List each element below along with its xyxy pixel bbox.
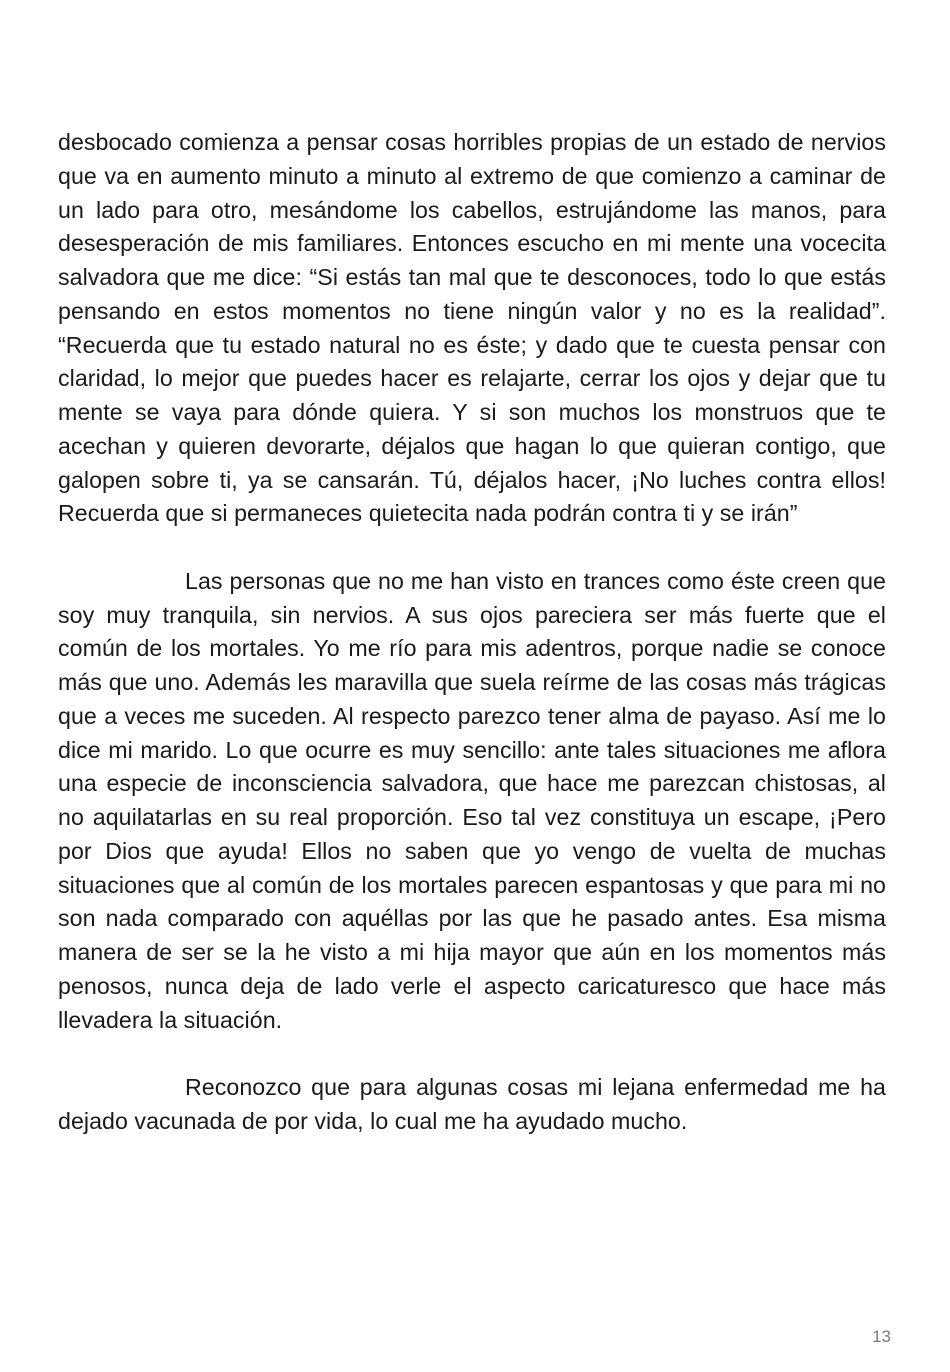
page-number: 13 bbox=[872, 1327, 891, 1346]
paragraph-3: Reconozco que para algunas cosas mi lejana enfermedad me ha dejado vacunada de por vida, lo cual me ha ayudado mucho. bbox=[58, 1074, 886, 1134]
paragraph-2: Las personas que no me han visto en trances como éste creen que soy muy tranquila, sin nervios. A sus ojos pareciera ser más fuerte que el común de los mortales. Yo me río para mis adentros, porque nadie se conoce más que uno. Además les maravilla que suela reírme de las cosas más trágicas que a veces me suceden. Al respecto parezco tener alma de payaso. Así me lo dice mi marido. Lo que ocurre es muy sencillo: ante tales situaciones me aflora una especie de inconsciencia salvadora, que hace me parezcan chistosas, al no aquilatarlas en su real proporción. Eso tal vez constituya un escape, ¡Pero por Dios que ayuda! Ellos no saben que yo vengo de vuelta de muchas situaciones que al común de los mortales parecen espantosas y que para mi no son nada comparado con aquéllas por las que he pasado antes. Esa misma manera de ser se la he visto a mi hija mayor que aún en los momentos más penosos, nunca deja de lado verle el aspecto caricaturesco que hace más llevadera la situación. bbox=[58, 567, 886, 1033]
paragraph-1: desbocado comienza a pensar cosas horribles propias de un estado de nervios que va en aumento minuto a minuto al extremo de que comienzo a caminar de un lado para otro, mesándome los cabellos, estrujándome las manos, para desesperación de mis familiares. Entonces escucho en mi mente una vocecita salvadora que me dice: “Si estás tan mal que te desconoces, todo lo que estás pensando en estos momentos no tiene ningún valor y no es la realidad”. “Recuerda que tu estado natural no es éste; y dado que te cuesta pensar con claridad, lo mejor que puedes hacer es relajarte, cerrar los ojos y dejar que tu mente se vaya para dónde quiera. Y si son muchos los monstruos que te acechan y quieren devorarte, déjalos que hagan lo que quieran contigo, que galopen sobre ti, ya se cansarán. Tú, déjalos hacer, ¡No luches contra ellos! Recuerda que si permaneces quietecita nada podrán contra ti y se irán” bbox=[58, 129, 886, 527]
body-text bbox=[58, 126, 886, 1139]
